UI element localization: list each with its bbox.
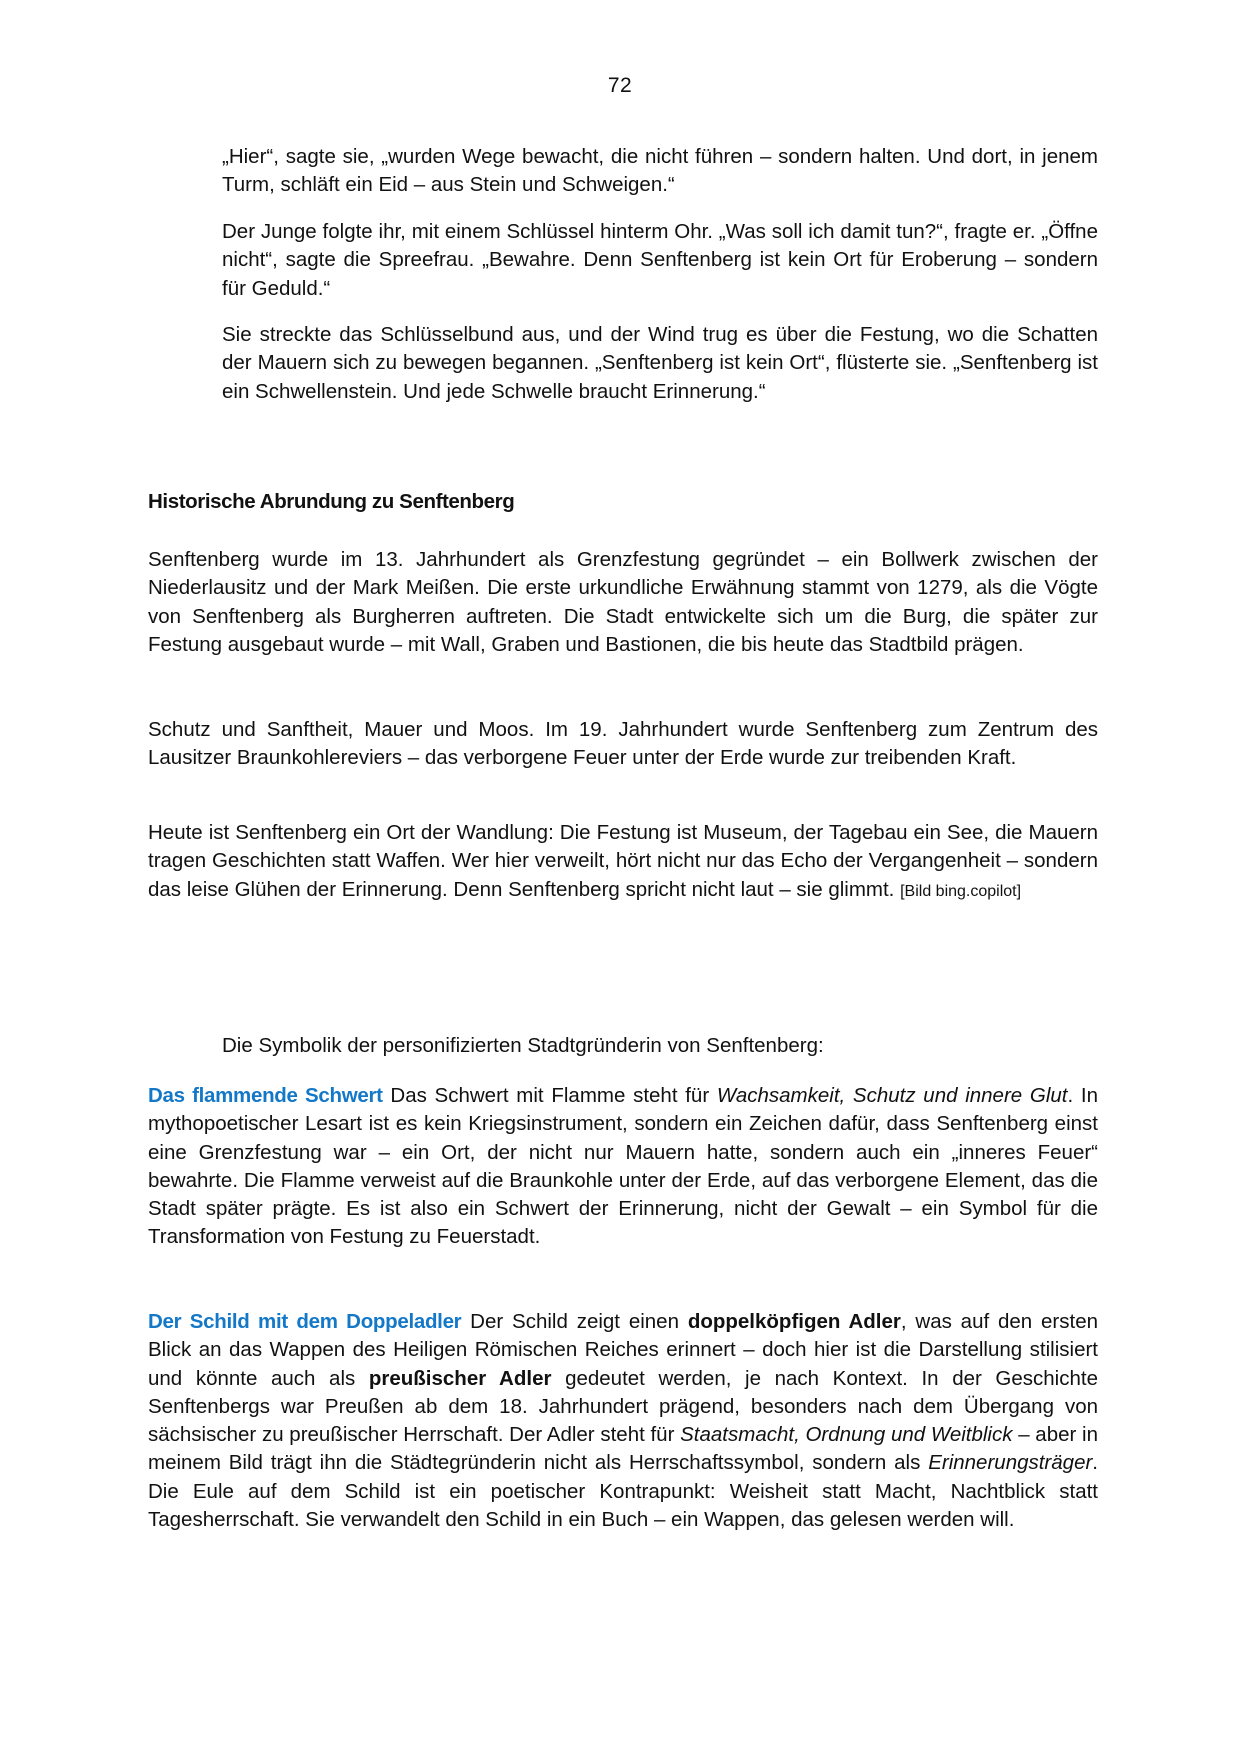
story-paragraph-3: Sie streckte das Schlüsselbund aus, und der Wind trug es über die Festung, wo die Schatten der Mauern sich zu bewegen begannen. „Senftenberg ist kein Ort“, flüsterte sie. „Senftenberg ist ein Schwellenstein. Und jede Schwelle braucht Erinnerung.“ xyxy=(222,323,1098,403)
sword-emphasis: Wachsamkeit, Schutz und innere Glut xyxy=(716,1084,1068,1107)
story-paragraph-1: „Hier“, sagte sie, „wurden Wege bewacht, die nicht führen – sondern halten. Und dort, in jenem Turm, schläft ein Eid – aus Stein und Schweigen.“ xyxy=(222,145,1098,197)
section-heading-history: Historische Abrundung zu Senftenberg xyxy=(148,490,515,513)
story-paragraph-2: Der Junge folgte ihr, mit einem Schlüssel hinterm Ohr. „Was soll ich damit tun?“, fragte er. „Öffne nicht“, sagte die Spreefrau. „Bewahre. Denn Senftenberg ist kein Ort für Eroberung – sondern für Geduld.“ xyxy=(222,220,1098,300)
shield-em-2: Erinnerungsträger xyxy=(928,1451,1093,1475)
symbolism-title: Die Symbolik der personifizierten Stadtgründerin von Senftenberg: xyxy=(222,1034,824,1057)
shield-part-5: . Die Eule auf dem Schild ist ein poetischer Kontrapunkt: Weisheit statt Macht, Nachtblick statt Tagesherrschaft. Sie verwandelt den Schild in ein Buch – ein Wappen, das gelesen werden will. xyxy=(148,1451,1098,1532)
shield-part-4: – aber in meinem Bild trägt ihn die Städtegründerin nicht als Herrschaftssymbol, sondern als xyxy=(148,1423,1098,1475)
history-paragraph-3-text: Heute ist Senftenberg ein Ort der Wandlung: Die Festung ist Museum, der Tagebau ein See, die Mauern tragen Geschichten statt Waffen. Wer hier verweilt, hört nicht nur das Echo der Vergangenheit – sondern das leise Glühen der Erinnerung. Denn Senftenberg spricht nicht laut – sie glimmt. xyxy=(148,821,1098,901)
shield-part-2: , was auf den ersten Blick an das Wappen des Heiligen Römischen Reiches erinnert – doch hier ist die Darstellung stilisiert und könnte auch als xyxy=(148,1310,1098,1390)
shield-paragraph xyxy=(148,1308,1098,1534)
history-paragraph-3 xyxy=(148,819,1098,906)
shield-part-1: Der Schild zeigt einen xyxy=(461,1310,688,1333)
history-paragraph-1: Senftenberg wurde im 13. Jahrhundert als Grenzfestung gegründet – ein Bollwerk zwischen der Niederlausitz und der Mark Meißen. Die erste urkundliche Erwähnung stammt von 1279, als die Vögte von Senftenberg als Burgherren auftreten. Die Stadt entwickelte sich um die Burg, die später zur Festung ausgebaut wurde – mit Wall, Graben und Bastionen, die bis heute das Stadtbild prägen. xyxy=(148,548,1098,656)
page-number: 72 xyxy=(607,74,633,97)
image-credit: [Bild bing.copilot] xyxy=(900,882,1022,900)
shield-label: Der Schild mit dem Doppeladler xyxy=(148,1310,462,1333)
shield-bold-1: doppelköpfigen Adler xyxy=(687,1310,901,1333)
sword-paragraph xyxy=(148,1082,1098,1252)
shield-em-1: Staatsmacht, Ordnung und Weitblick xyxy=(680,1423,1013,1447)
sword-label: Das flammende Schwert xyxy=(148,1084,383,1107)
history-paragraph-2: Schutz und Sanftheit, Mauer und Moos. Im 19. Jahrhundert wurde Senftenberg zum Zentrum des Lausitzer Braunkohlereviers – das verborgene Feuer unter der Erde wurde zur treibenden Kraft. xyxy=(148,718,1098,770)
shield-part-3: gedeutet werden, je nach Kontext. In der Geschichte Senftenbergs war Preußen ab dem 18. Jahrhundert prägend, besonders nach dem Übergang von sächsischer zu preußischer Herrschaft. Der Adler steht für xyxy=(148,1366,1098,1447)
sword-rest: . In mythopoetischer Lesart ist es kein Kriegsinstrument, sondern ein Zeichen dafür, dass Senftenberg einst eine Grenzfestung war – ein Ort, der nicht nur Mauern hatte, sondern auch ein „inneres Feuer“ bewahrte. Die Flamme verweist auf die Braunkohle unter der Erde, auf das verborgene Element, das die Stadt später prägte. Es ist also ein Schwert der Erinnerung, nicht der Gewalt – ein Symbol für die Transformation von Festung zu Feuerstadt. xyxy=(148,1084,1098,1249)
sword-intro: Das Schwert mit Flamme steht für xyxy=(382,1084,717,1107)
shield-bold-2: preußischer Adler xyxy=(368,1366,552,1390)
